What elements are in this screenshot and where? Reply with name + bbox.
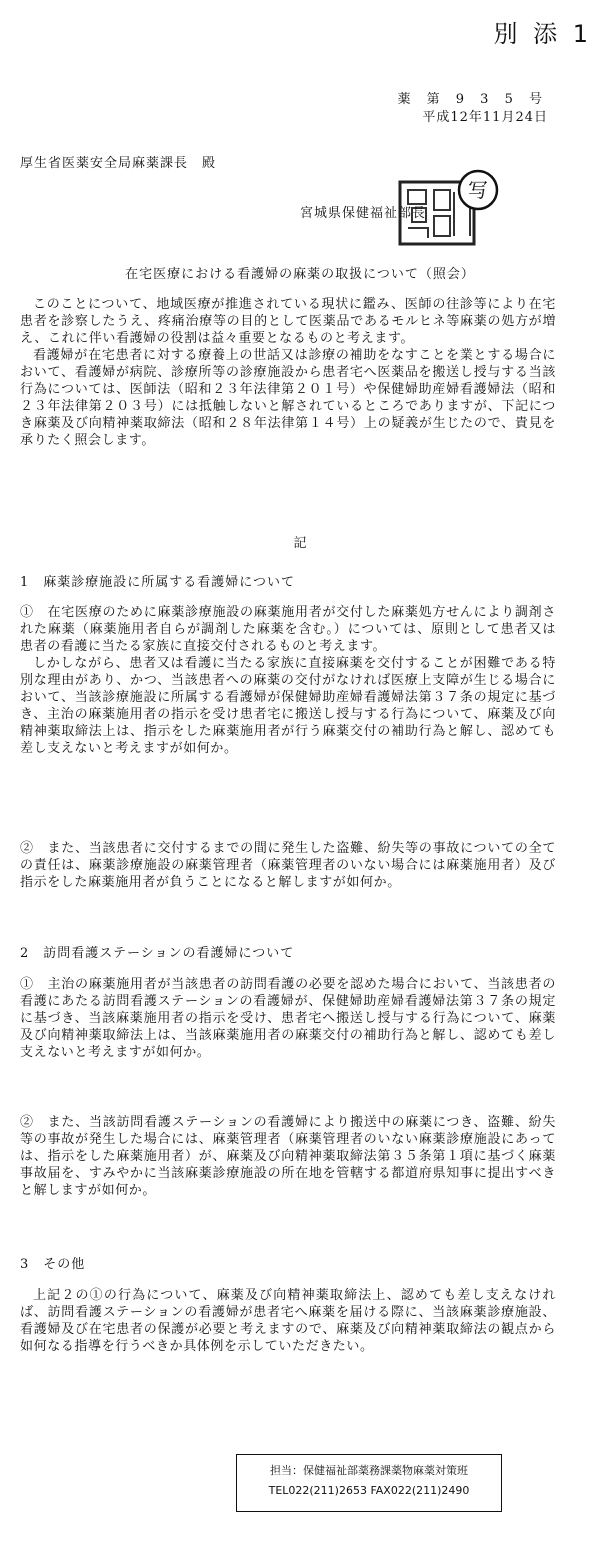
contact-box bbox=[236, 1454, 502, 1512]
item-paragraph: ① 主治の麻薬施用者が当該患者の訪問看護の必要を認めた場合において、当該患者の看護にあたる訪問看護ステーションの看護婦が、保健婦助産婦看護婦法第３７条の規定に基づき、当該麻薬施用者の指示を受け、患者宅へ搬送し授与する行為について、麻薬及び向精神薬取締法上は、当該麻薬施用者の麻薬交付の補助行為と解し、認めても差し支えないと考えますが如何か。 bbox=[20, 977, 556, 1060]
item-paragraph: ① 在宅医療のために麻薬診療施設の麻薬施用者が交付した麻薬処方せんにより調剤された麻薬（麻薬施用者自らが調剤した麻薬を含む。）については、原則として患者又は患者の看護に当たる家族に直接交付されるものと考えます。 bbox=[20, 605, 556, 654]
section-3-body bbox=[20, 1287, 556, 1355]
section-1-item-1 bbox=[20, 604, 556, 757]
intro-paragraph: このことについて、地域医療が推進されている現状に鑑み、医師の往診等により在宅患者を診察したうえ、疼痛治療等の目的として医薬品であるモルヒネ等麻薬の処方が増え、これに伴い看護婦の役割は益々重要となるものと考えます。 bbox=[20, 297, 556, 346]
seal-stamp-text: 写 bbox=[468, 178, 488, 202]
section-heading: 2 訪問看護ステーションの看護婦について bbox=[20, 946, 295, 961]
item-paragraph: しかしながら、患者又は看護に当たる家族に直接麻薬を交付することが困難である特別な理由があり、かつ、当該患者への麻薬の交付がなければ医療上支障が生じる場合において、当該診療施設に所属する看護婦が保健婦助産婦看護婦法第３７条の規定に基づき、主治の麻薬施用者の指示を受け患者宅に搬送し授与する行為について、麻薬及び向精神薬取締法上は、指示をした麻薬施用者が行う麻薬交付の補助行為と解し、認めても差し支えないと考えますが如何か。 bbox=[20, 656, 556, 756]
contact-phone: TEL022(211)2653 FAX022(211)2490 bbox=[268, 1484, 470, 1497]
reference-number: 薬 第 9 3 5 号 bbox=[397, 92, 548, 107]
section-1-item-2 bbox=[20, 840, 556, 891]
contact-person: 担当：保健福祉部薬務課薬物麻薬対策班 bbox=[270, 1464, 468, 1477]
intro-text bbox=[20, 296, 556, 449]
addressee: 厚生省医薬安全局麻薬課長 殿 bbox=[20, 156, 217, 171]
item-paragraph: ② また、当該訪問看護ステーションの看護婦により搬送中の麻薬につき、盗難、紛失等の事故が発生した場合には、麻薬管理者（麻薬管理者のいない麻薬診療施設にあっては、指示をした麻薬施用者）が、麻薬及び向精神薬取締法第３５条第１項に基づく麻薬事故届を、すみやかに当該麻薬診療施設の所在地を管轄する都道府県知事に提出すべきと解しますが如何か。 bbox=[20, 1115, 556, 1198]
annex-label: 別 添 1 bbox=[493, 20, 592, 48]
document-title: 在宅医療における看護婦の麻薬の取扱について（照会） bbox=[125, 267, 475, 282]
item-paragraph: ② また、当該患者に交付するまでの間に発生した盗難、紛失等の事故についての全ての責任は、麻薬診療施設の麻薬管理者（麻薬管理者のいない場合には麻薬施用者）及び指示をした麻薬施用者が負うことになると解しますが如何か。 bbox=[20, 841, 556, 890]
intro-paragraph: 看護婦が在宅患者に対する療養上の世話又は診療の補助をなすことを業とする場合において、看護婦が病院、診療所等の診療施設から患者宅へ医薬品を搬送し授与する当該行為については、医師法（昭和２３年法律第２０１号）や保健婦助産婦看護婦法（昭和２３年法律第２０３号）には抵触しないと解されているところでありますが、下記につき麻薬及び向精神薬取締法（昭和２８年法律第１４号）上の疑義が生じたので、貴見を承りたく照会します。 bbox=[20, 348, 556, 448]
section-2-item-1 bbox=[20, 976, 556, 1061]
section-heading: 3 その他 bbox=[20, 1257, 86, 1272]
sender: 宮城県保健福祉部長 bbox=[300, 206, 427, 221]
issue-date: 平成12年11月24日 bbox=[422, 110, 548, 125]
item-paragraph: 上記２の①の行為について、麻薬及び向精神薬取締法上、認めても差し支えなければ、訪問看護ステーションの看護婦が患者宅へ麻薬を届ける際に、当該麻薬診療施設、看護婦及び在宅患者の保護が必要と考えますので、麻薬及び向精神薬取締法の観点から如何なる指導を行うべきか具体例を示していただきたい。 bbox=[20, 1288, 556, 1354]
section-2-item-2 bbox=[20, 1114, 556, 1199]
ki-marker: 記 bbox=[293, 536, 307, 551]
section-heading: 1 麻薬診療施設に所属する看護婦について bbox=[20, 575, 296, 590]
